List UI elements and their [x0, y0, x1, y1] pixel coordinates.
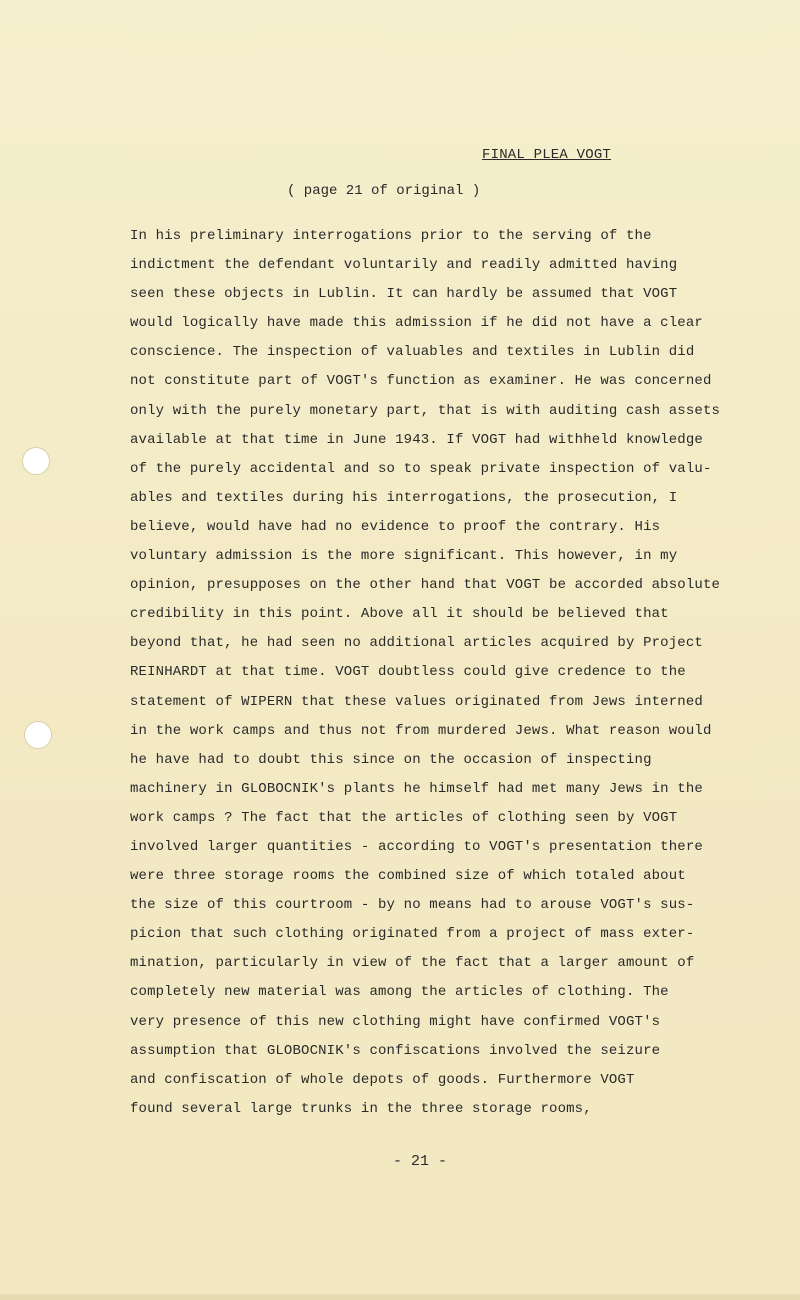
punch-hole: [22, 447, 50, 475]
text-line: ables and textiles during his interrogations, the prosecution, I: [130, 489, 678, 506]
text-line: In his preliminary interrogations prior to the serving of the: [130, 228, 652, 244]
text-line: found several large trunks in the three storage rooms,: [130, 1100, 592, 1117]
text-line: REINHARDT at that time. VOGT doubtless could give credence to the: [130, 664, 686, 681]
text-line: not constitute part of VOGT's function as examiner. He was concerned: [130, 373, 712, 390]
text-line: machinery in GLOBOCNIK's plants he himself had met many Jews in the: [130, 780, 703, 797]
text-line: available at that time in June 1943. If VOGT had withheld knowledge: [130, 431, 703, 448]
text-line: very presence of this new clothing might have confirmed VOGT's: [130, 1013, 661, 1030]
text-line: of the purely accidental and so to speak private inspection of valu-: [130, 460, 712, 477]
text-line: believe, would have had no evidence to proof the contrary. His: [130, 518, 661, 535]
original-page-reference: ( page 21 of original ): [287, 183, 481, 199]
text-line: picion that such clothing originated from a project of mass exter-: [130, 926, 695, 943]
text-line: involved larger quantities - according to VOGT's presentation there: [130, 838, 703, 855]
text-line: credibility in this point. Above all it should be believed that: [130, 606, 669, 623]
page-number: - 21 -: [393, 1153, 448, 1170]
document-title: FINAL PLEA VOGT: [482, 147, 612, 163]
text-line: in the work camps and thus not from murdered Jews. What reason would: [130, 722, 712, 739]
text-line: completely new material was among the articles of clothing. The: [130, 984, 669, 1001]
text-line: indictment the defendant voluntarily and readily admitted having: [130, 257, 678, 274]
page-bottom-edge: [0, 1294, 800, 1300]
text-line: mination, particularly in view of the fact that a larger amount of: [130, 955, 695, 972]
text-line: the size of this courtroom - by no means had to arouse VOGT's sus-: [130, 897, 695, 914]
text-line: he have had to doubt this since on the occasion of inspecting: [130, 751, 652, 768]
punch-hole: [24, 721, 52, 749]
text-line: and confiscation of whole depots of goods. Furthermore VOGT: [130, 1071, 635, 1088]
text-line: only with the purely monetary part, that is with auditing cash assets: [130, 402, 721, 419]
text-line: conscience. The inspection of valuables and textiles in Lublin did: [130, 344, 695, 361]
body-text: [130, 222, 730, 1124]
text-line: assumption that GLOBOCNIK's confiscations involved the seizure: [130, 1042, 661, 1059]
text-line: seen these objects in Lublin. It can hardly be assumed that VOGT: [130, 286, 678, 303]
text-line: beyond that, he had seen no additional articles acquired by Project: [130, 635, 703, 652]
text-line: voluntary admission is the more significant. This however, in my: [130, 548, 678, 565]
text-line: opinion, presupposes on the other hand that VOGT be accorded absolute: [130, 577, 721, 594]
text-line: were three storage rooms the combined size of which totaled about: [130, 868, 686, 885]
text-line: statement of WIPERN that these values originated from Jews interned: [130, 693, 703, 710]
text-line: work camps ? The fact that the articles of clothing seen by VOGT: [130, 809, 678, 826]
text-line: would logically have made this admission if he did not have a clear: [130, 315, 703, 332]
